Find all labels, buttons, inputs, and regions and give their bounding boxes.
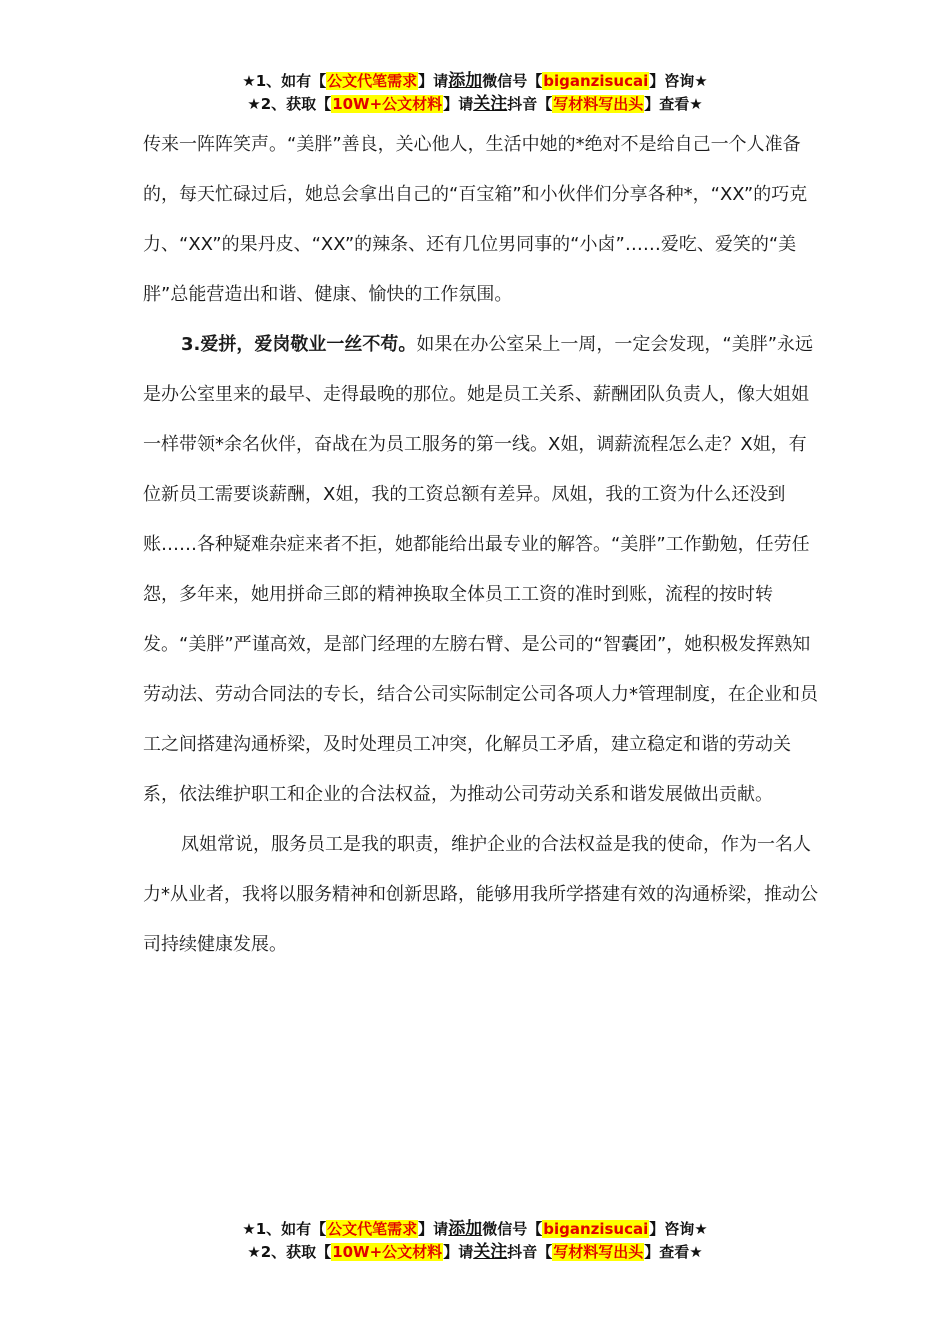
paragraph-3: 凤姐常说，服务员工是我的职责，维护企业的合法权益是我的使命，作为一名人力*从业者，我将以服务精神和创新思路，能够用我所学搭建有效的沟通桥梁，推动公司持续健康发展。	[143, 834, 818, 955]
document-body	[143, 120, 823, 970]
header-promo-banner	[0, 70, 950, 116]
footer-promo-banner	[0, 1218, 950, 1264]
promo-line-2: ★2、获取【10W+公文材料】请关注抖音【写材料写出头】查看★	[247, 94, 703, 114]
promo-highlight-wechat-id: biganzisucai	[543, 1220, 649, 1238]
promo-highlight-douyin: 写材料写出头	[553, 95, 644, 113]
section-heading: 3.爱拼，爱岗敬业一丝不苟。	[181, 334, 417, 355]
promo-line-1: ★1、如有【公文代笔需求】请添加微信号【biganzisucai】咨询★	[242, 71, 708, 91]
promo-highlight-materials: 10W+公文材料	[332, 95, 443, 113]
promo-highlight-service: 公文代笔需求	[327, 72, 418, 90]
promo-highlight-materials: 10W+公文材料	[332, 1243, 443, 1261]
promo-highlight-douyin: 写材料写出头	[553, 1243, 644, 1261]
promo-highlight-wechat-id: biganzisucai	[543, 72, 649, 90]
paragraph-1: 传来一阵阵笑声。“美胖”善良，关心他人，生活中她的*绝对不是给自己一个人准备的，每天忙碌过后，她总会拿出自己的“百宝箱”和小伙伴们分享各种*，“XX”的巧克力、“XX”的果丹皮、“XX”的辣条、还有几位男同事的“小卤”……爱吃、爱笑的“美胖”总能营造出和谐、健康、愉快的工作氛围。	[143, 134, 808, 305]
promo-line-2: ★2、获取【10W+公文材料】请关注抖音【写材料写出头】查看★	[247, 1242, 703, 1262]
promo-line-1: ★1、如有【公文代笔需求】请添加微信号【biganzisucai】咨询★	[242, 1219, 708, 1239]
promo-highlight-service: 公文代笔需求	[327, 1220, 418, 1238]
paragraph-2: 3.爱拼，爱岗敬业一丝不苟。如果在办公室呆上一周，一定会发现，“美胖”永远是办公室里来的最早、走得最晚的那位。她是员工关系、薪酬团队负责人，像大姐姐一样带领*余名伙伴，奋战在为员工服务的第一线。X姐，调薪流程怎么走？X姐，有位新员工需要谈薪酬，X姐，我的工资总额有差异。凤姐，我的工资为什么还没到账……各种疑难杂症来者不拒，她都能给出最专业的解答。“美胖”工作勤勉，任劳任怨，多年来，她用拼命三郎的精神换取全体员工工资的准时到账，流程的按时转发。“美胖”严谨高效，是部门经理的左膀右臂、是公司的“智囊团”，她积极发挥熟知劳动法、劳动合同法的专长，结合公司实际制定公司各项人力*管理制度，在企业和员工之间搭建沟通桥梁，及时处理员工冲突，化解员工矛盾，建立稳定和谐的劳动关系，依法维护职工和企业的合法权益，为推动公司劳动关系和谐发展做出贡献。	[143, 334, 818, 805]
